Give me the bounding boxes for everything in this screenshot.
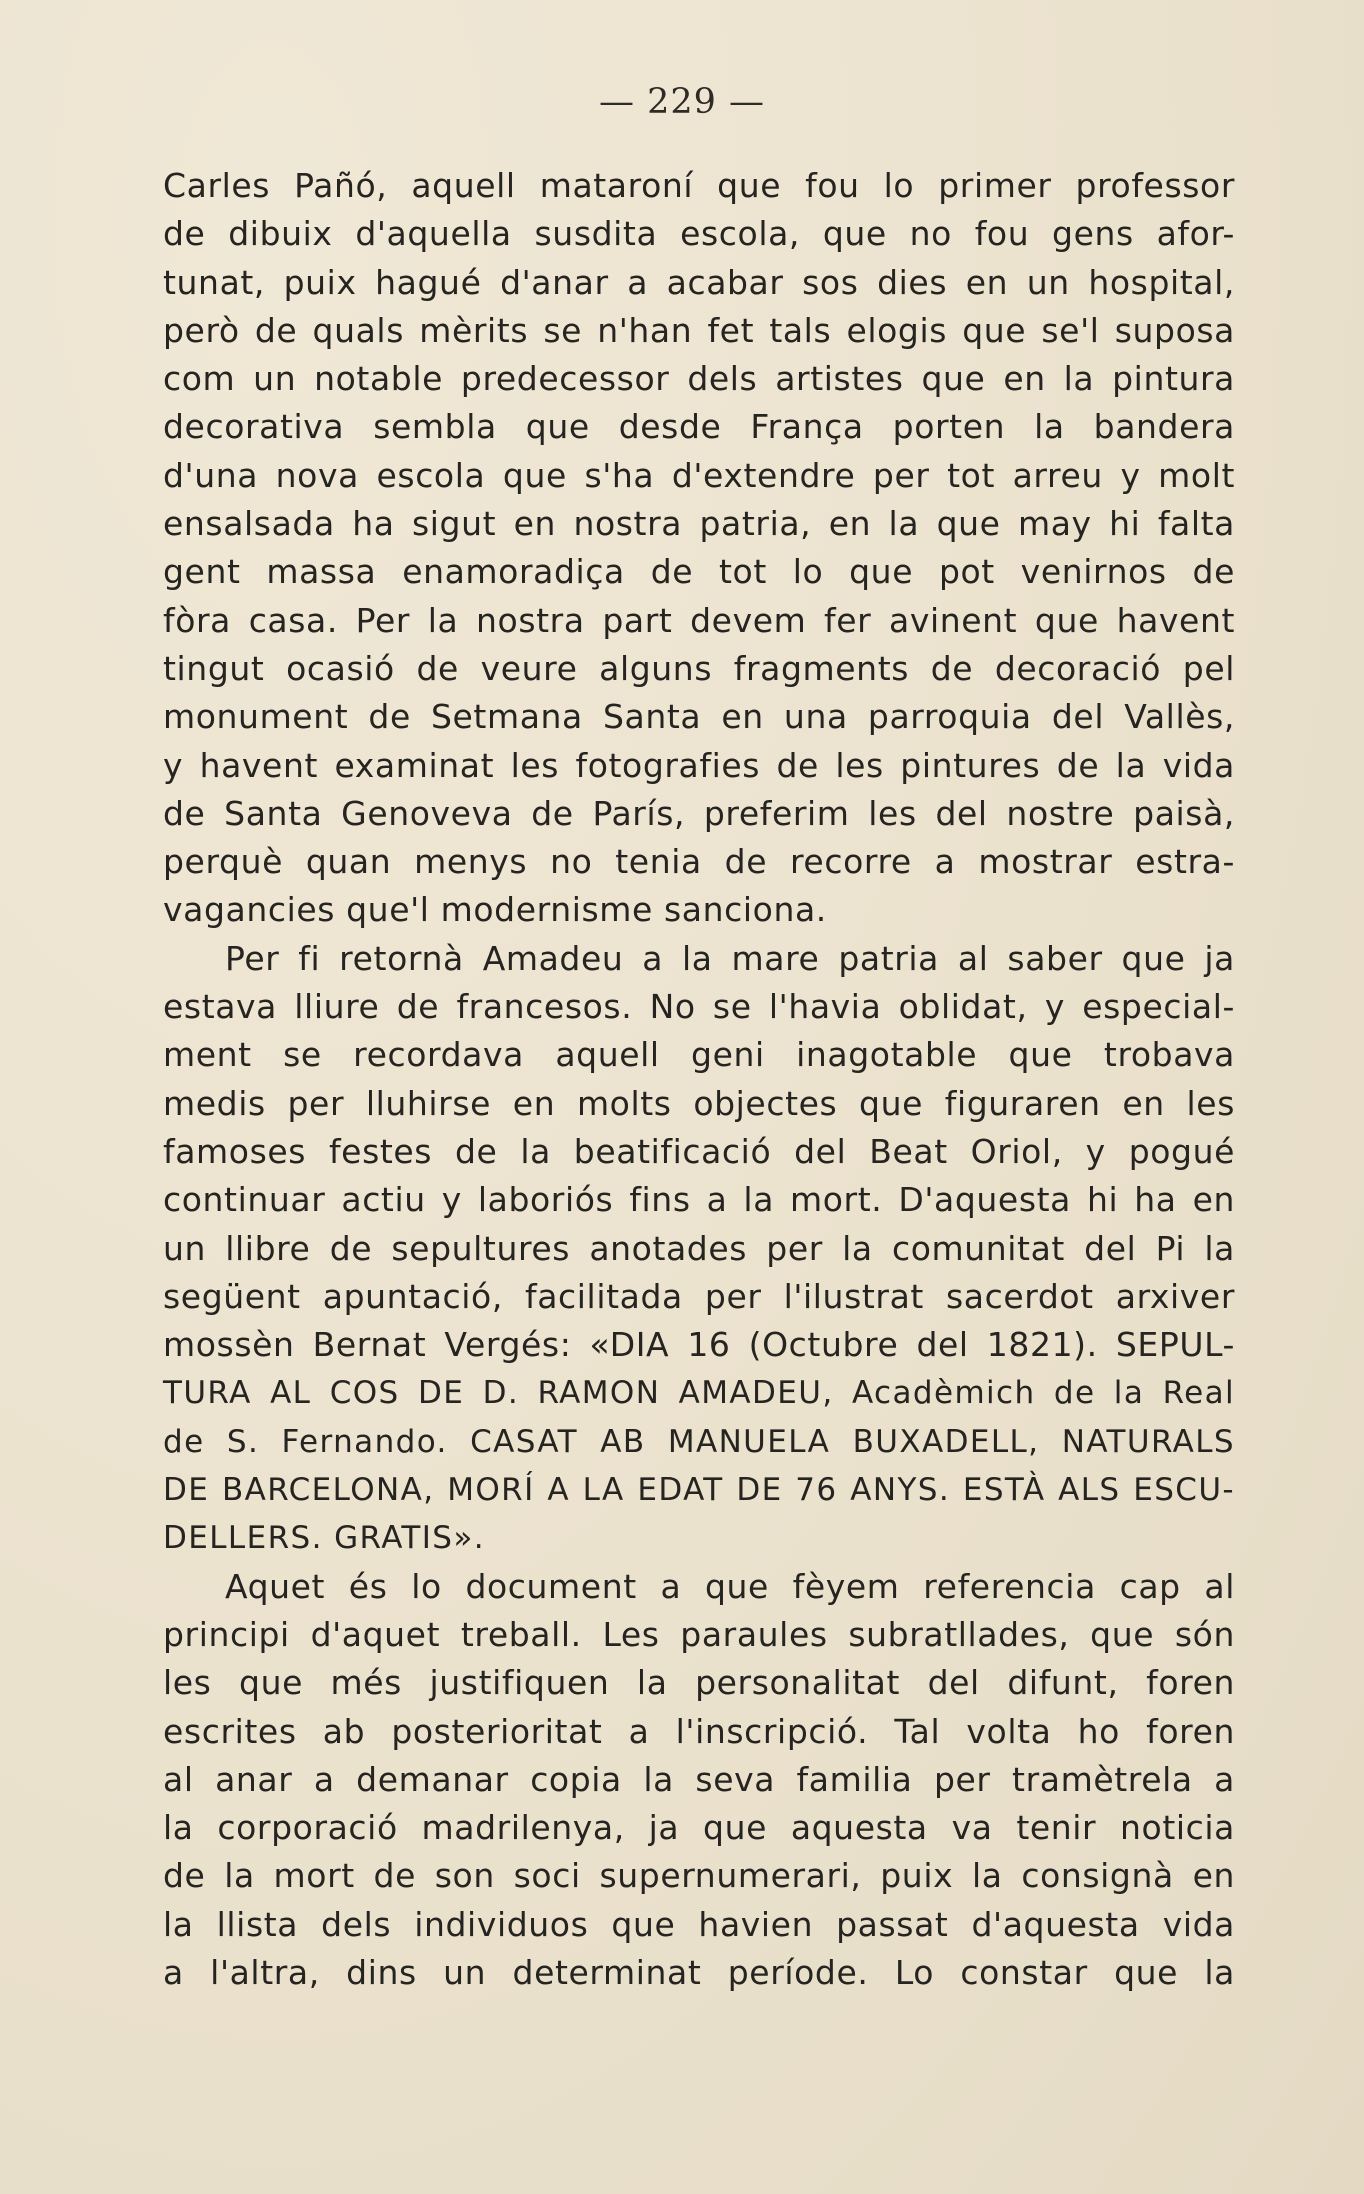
- text-line: ensalsada ha sigut en nostra patria, en la que may hi falta: [163, 504, 1235, 544]
- text-line: decorativa sembla que desde França porten la bandera: [163, 407, 1235, 447]
- text-line: famoses festes de la beatificació del Beat Oriol, y pogué: [163, 1131, 1235, 1171]
- text-line: principi d'aquet treball. Les paraules subratllades, que són: [163, 1614, 1235, 1654]
- text-line: perquè quan menys no tenia de recorre a mostrar estra-: [163, 842, 1235, 882]
- text-line: fòra casa. Per la nostra part devem fer avinent que havent: [163, 600, 1235, 640]
- text-line: gent massa enamoradiça de tot lo que pot venirnos de: [163, 552, 1235, 592]
- text-line: vagancies que'l modernisme sanciona.: [163, 890, 827, 930]
- text-line: medis per lluhirse en molts objectes que figuraren en les: [163, 1083, 1235, 1123]
- text-line: Per fi retornà Amadeu a la mare patria al saber que ja: [225, 938, 1235, 978]
- text-line: la corporació madrilenya, ja que aquesta va tenir noticia: [163, 1808, 1235, 1848]
- text-line: un llibre de sepultures anotades per la comunitat del Pi la: [163, 1228, 1235, 1268]
- text-line: DE BARCELONA, MORÍ A LA EDAT DE 76 ANYS. ESTÀ ALS ESCU-: [163, 1472, 1235, 1509]
- text-line: la llista dels individuos que havien passat d'aquesta vida: [163, 1904, 1235, 1944]
- text-line: TURA AL COS DE D. RAMON AMADEU, Acadèmich de la Real: [163, 1375, 1235, 1412]
- text-line: de la mort de son soci supernumerari, puix la consignà en: [163, 1856, 1235, 1896]
- text-line: d'una nova escola que s'ha d'extendre per tot arreu y molt: [163, 455, 1235, 495]
- text-line: al anar a demanar copia la seva familia per tramètrela a: [163, 1759, 1235, 1799]
- text-line: tunat, puix hagué d'anar a acabar sos dies en un hospital,: [163, 262, 1235, 302]
- text-line: continuar actiu y laboriós fins a la mort. D'aquesta hi ha en: [163, 1180, 1235, 1220]
- body-text: [163, 162, 1235, 1997]
- text-line: tingut ocasió de veure alguns fragments de decoració pel: [163, 648, 1235, 688]
- text-line: a l'altra, dins un determinat període. Lo constar que la: [163, 1952, 1235, 1992]
- text-line: escrites ab posterioritat a l'inscripció. Tal volta ho foren: [163, 1711, 1235, 1751]
- text-line: les que més justifiquen la personalitat del difunt, foren: [163, 1663, 1235, 1703]
- text-line: però de quals mèrits se n'han fet tals elogis que se'l suposa: [163, 310, 1235, 350]
- text-line: monument de Setmana Santa en una parroquia del Vallès,: [163, 697, 1235, 737]
- text-line: mossèn Bernat Vergés: «DIA 16 (Octubre del 1821). SEPUL-: [163, 1325, 1235, 1365]
- text-line: com un notable predecessor dels artistes que en la pintura: [163, 359, 1235, 399]
- text-line: de Santa Genoveva de París, preferim les del nostre paisà,: [163, 793, 1235, 833]
- page-number: — 229 —: [598, 82, 766, 122]
- text-line: Aquet és lo document a que fèyem referencia cap al: [225, 1566, 1235, 1606]
- text-line: DELLERS. GRATIS».: [163, 1520, 485, 1557]
- text-line: y havent examinat les fotografies de les pintures de la vida: [163, 745, 1235, 785]
- text-line: Carles Pañó, aquell mataroní que fou lo primer professor: [163, 166, 1235, 205]
- text-line: ment se recordava aquell geni inagotable que trobava: [163, 1035, 1235, 1075]
- text-line: següent apuntació, facilitada per l'ilustrat sacerdot arxiver: [163, 1276, 1235, 1316]
- text-line: estava lliure de francesos. No se l'havia oblidat, y especial-: [163, 987, 1235, 1027]
- text-line: de dibuix d'aquella susdita escola, que no fou gens afor-: [163, 214, 1235, 254]
- text-line: de S. Fernando. CASAT AB MANUELA BUXADELL, NATURALS: [163, 1423, 1235, 1460]
